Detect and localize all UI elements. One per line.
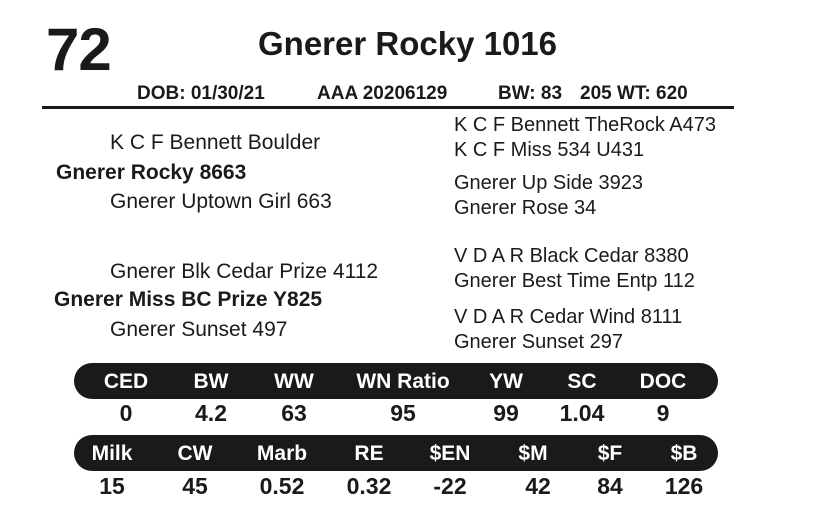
dam-dam-dam: Gnerer Sunset 297 <box>454 331 623 353</box>
epd-value-sc: 1.04 <box>559 400 605 426</box>
sire-sire: K C F Bennett Boulder <box>110 131 321 154</box>
epd-header-f: $F <box>597 442 623 465</box>
epd-value-m: 42 <box>525 473 551 499</box>
birth-weight: BW: 83 <box>498 83 563 104</box>
epd-value-re: 0.32 <box>346 473 392 499</box>
epd-header-band-1 <box>74 363 718 399</box>
epd-value-marb: 0.52 <box>259 473 305 499</box>
lot-number: 72 <box>46 16 111 83</box>
epd-value-ww: 63 <box>281 400 307 426</box>
dam-name: Gnerer Miss BC Prize Y825 <box>54 288 323 311</box>
epd-header-marb: Marb <box>256 442 308 465</box>
epd-header-yw: YW <box>489 370 523 393</box>
sire-name: Gnerer Rocky 8663 <box>56 161 247 184</box>
epd-value-doc: 9 <box>656 400 670 426</box>
epd-header-milk: Milk <box>91 442 133 465</box>
epd-header-ced: CED <box>103 370 149 393</box>
dam-sire: Gnerer Blk Cedar Prize 4112 <box>110 260 379 283</box>
dam-dam-sire: V D A R Cedar Wind 8111 <box>454 306 683 328</box>
epd-header-sc: SC <box>567 370 597 393</box>
epd-header-m: $M <box>518 442 548 465</box>
weaning-weight-205: 205 WT: 620 <box>580 83 688 104</box>
epd-header-b: $B <box>670 442 698 465</box>
sire-sire-dam: K C F Miss 534 U431 <box>454 139 645 161</box>
dob-label: DOB: 01/30/21 <box>137 83 265 104</box>
epd-value-wn-ratio: 95 <box>390 400 416 426</box>
epd-value-ced: 0 <box>119 400 133 426</box>
epd-value-en: -22 <box>433 473 467 499</box>
sire-dam-sire: Gnerer Up Side 3923 <box>454 172 644 194</box>
animal-name: Gnerer Rocky 1016 <box>258 25 558 62</box>
registration-number: AAA 20206129 <box>317 83 448 104</box>
epd-value-cw: 45 <box>182 473 208 499</box>
epd-value-milk: 15 <box>99 473 125 499</box>
sire-dam-dam: Gnerer Rose 34 <box>454 197 597 219</box>
dam-sire-dam: Gnerer Best Time Entp 112 <box>454 270 695 292</box>
epd-value-b: 126 <box>664 473 704 499</box>
epd-header-re: RE <box>354 442 384 465</box>
epd-header-wn-ratio: WN Ratio <box>356 370 450 393</box>
dam-sire-sire: V D A R Black Cedar 8380 <box>454 245 689 267</box>
epd-header-ww: WW <box>274 370 314 393</box>
header-divider <box>42 106 734 109</box>
dam-dam: Gnerer Sunset 497 <box>110 318 288 341</box>
epd-header-en: $EN <box>429 442 471 465</box>
epd-header-doc: DOC <box>639 370 687 393</box>
epd-header-band-2 <box>74 435 718 471</box>
epd-value-bw: 4.2 <box>195 400 227 426</box>
epd-value-yw: 99 <box>493 400 519 426</box>
epd-header-cw: CW <box>177 442 213 465</box>
epd-value-f: 84 <box>597 473 623 499</box>
sire-sire-sire: K C F Bennett TheRock A473 <box>454 114 717 136</box>
epd-header-bw: BW <box>193 370 229 393</box>
sire-dam: Gnerer Uptown Girl 663 <box>110 190 332 213</box>
